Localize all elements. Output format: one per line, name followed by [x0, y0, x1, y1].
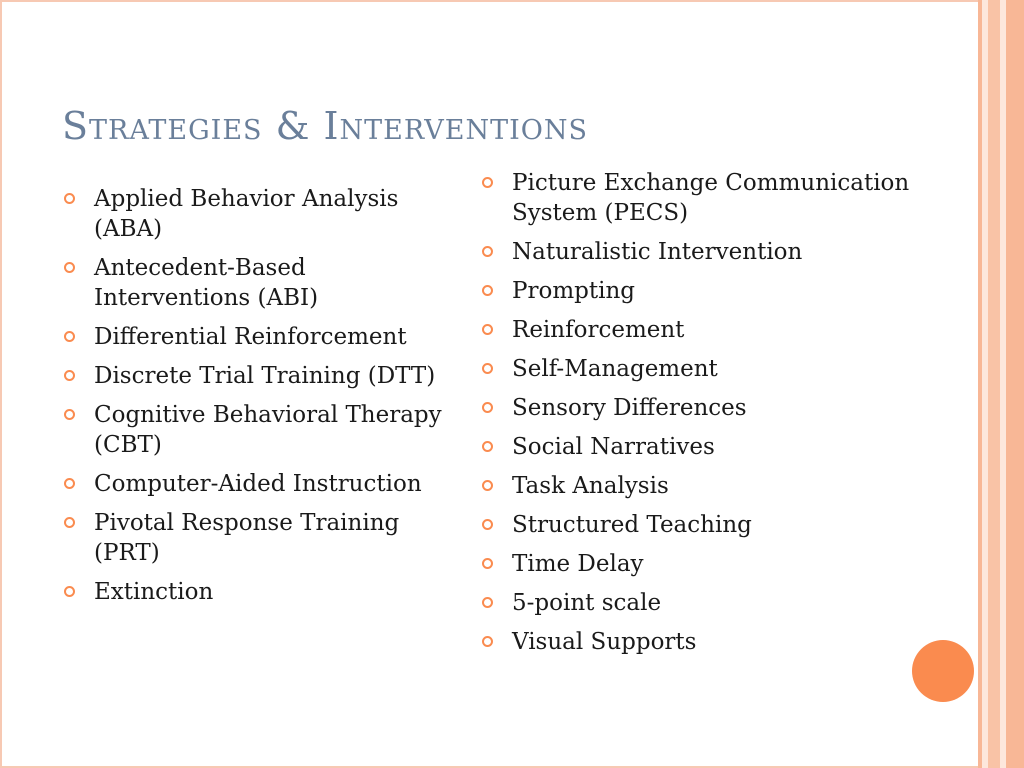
list-item	[62, 508, 462, 568]
list-item	[480, 510, 920, 540]
list-item	[480, 237, 920, 267]
circle-bullet-icon	[482, 480, 493, 491]
list-item-text: Naturalistic Intervention	[512, 239, 803, 265]
list-item-text: Self-Management	[512, 356, 718, 382]
circle-bullet-icon	[482, 597, 493, 608]
list-item-text: Cognitive Behavioral Therapy (CBT)	[94, 402, 442, 458]
list-item-text: Picture Exchange Communication System (PECS)	[512, 170, 910, 226]
circle-bullet-icon	[64, 517, 75, 528]
decorative-stripe	[1006, 0, 1024, 768]
circle-bullet-icon	[482, 324, 493, 335]
list-item-text: Extinction	[94, 579, 214, 605]
list-item	[480, 168, 920, 228]
slide-title: Strategies & Interventions	[62, 104, 589, 148]
decorative-stripe	[988, 0, 1000, 768]
right-bullet-list	[480, 168, 920, 666]
list-item-text: 5-point scale	[512, 590, 662, 616]
circle-bullet-icon	[482, 558, 493, 569]
list-item-text: Time Delay	[512, 551, 644, 577]
circle-bullet-icon	[64, 478, 75, 489]
circle-bullet-icon	[64, 586, 75, 597]
circle-bullet-icon	[482, 519, 493, 530]
list-item	[480, 276, 920, 306]
list-item	[480, 549, 920, 579]
circle-bullet-icon	[482, 246, 493, 257]
circle-bullet-icon	[482, 441, 493, 452]
circle-bullet-icon	[482, 402, 493, 413]
frame-top-border	[0, 0, 1024, 2]
list-item-text: Prompting	[512, 278, 635, 304]
list-item	[480, 432, 920, 462]
list-item	[480, 354, 920, 384]
circle-bullet-icon	[64, 193, 75, 204]
circle-bullet-icon	[64, 409, 75, 420]
list-item	[62, 469, 462, 499]
list-item-text: Applied Behavior Analysis (ABA)	[94, 186, 399, 242]
list-item-text: Reinforcement	[512, 317, 685, 343]
list-item-text: Visual Supports	[512, 629, 697, 655]
list-item	[480, 315, 920, 345]
circle-bullet-icon	[482, 285, 493, 296]
list-item	[480, 393, 920, 423]
list-item-text: Structured Teaching	[512, 512, 752, 538]
list-item	[62, 322, 462, 352]
list-item-text: Antecedent-Based Interventions (ABI)	[94, 255, 319, 311]
list-item	[62, 253, 462, 313]
circle-bullet-icon	[482, 636, 493, 647]
list-item-text: Discrete Trial Training (DTT)	[94, 363, 436, 389]
circle-bullet-icon	[64, 370, 75, 381]
list-item-text: Sensory Differences	[512, 395, 747, 421]
list-item-text: Pivotal Response Training (PRT)	[94, 510, 400, 566]
circle-bullet-icon	[64, 262, 75, 273]
circle-bullet-icon	[64, 331, 75, 342]
list-item	[62, 400, 462, 460]
list-item	[480, 588, 920, 618]
circle-bullet-icon	[482, 177, 493, 188]
list-item-text: Differential Reinforcement	[94, 324, 407, 350]
list-item	[480, 627, 920, 657]
list-item	[62, 184, 462, 244]
list-item-text: Computer-Aided Instruction	[94, 471, 422, 497]
list-item	[62, 361, 462, 391]
accent-circle-icon	[912, 640, 974, 702]
list-item	[62, 577, 462, 607]
frame-left-border	[0, 0, 2, 768]
list-item-text: Social Narratives	[512, 434, 715, 460]
list-item	[480, 471, 920, 501]
left-bullet-list	[62, 184, 462, 616]
circle-bullet-icon	[482, 363, 493, 374]
list-item-text: Task Analysis	[512, 473, 669, 499]
